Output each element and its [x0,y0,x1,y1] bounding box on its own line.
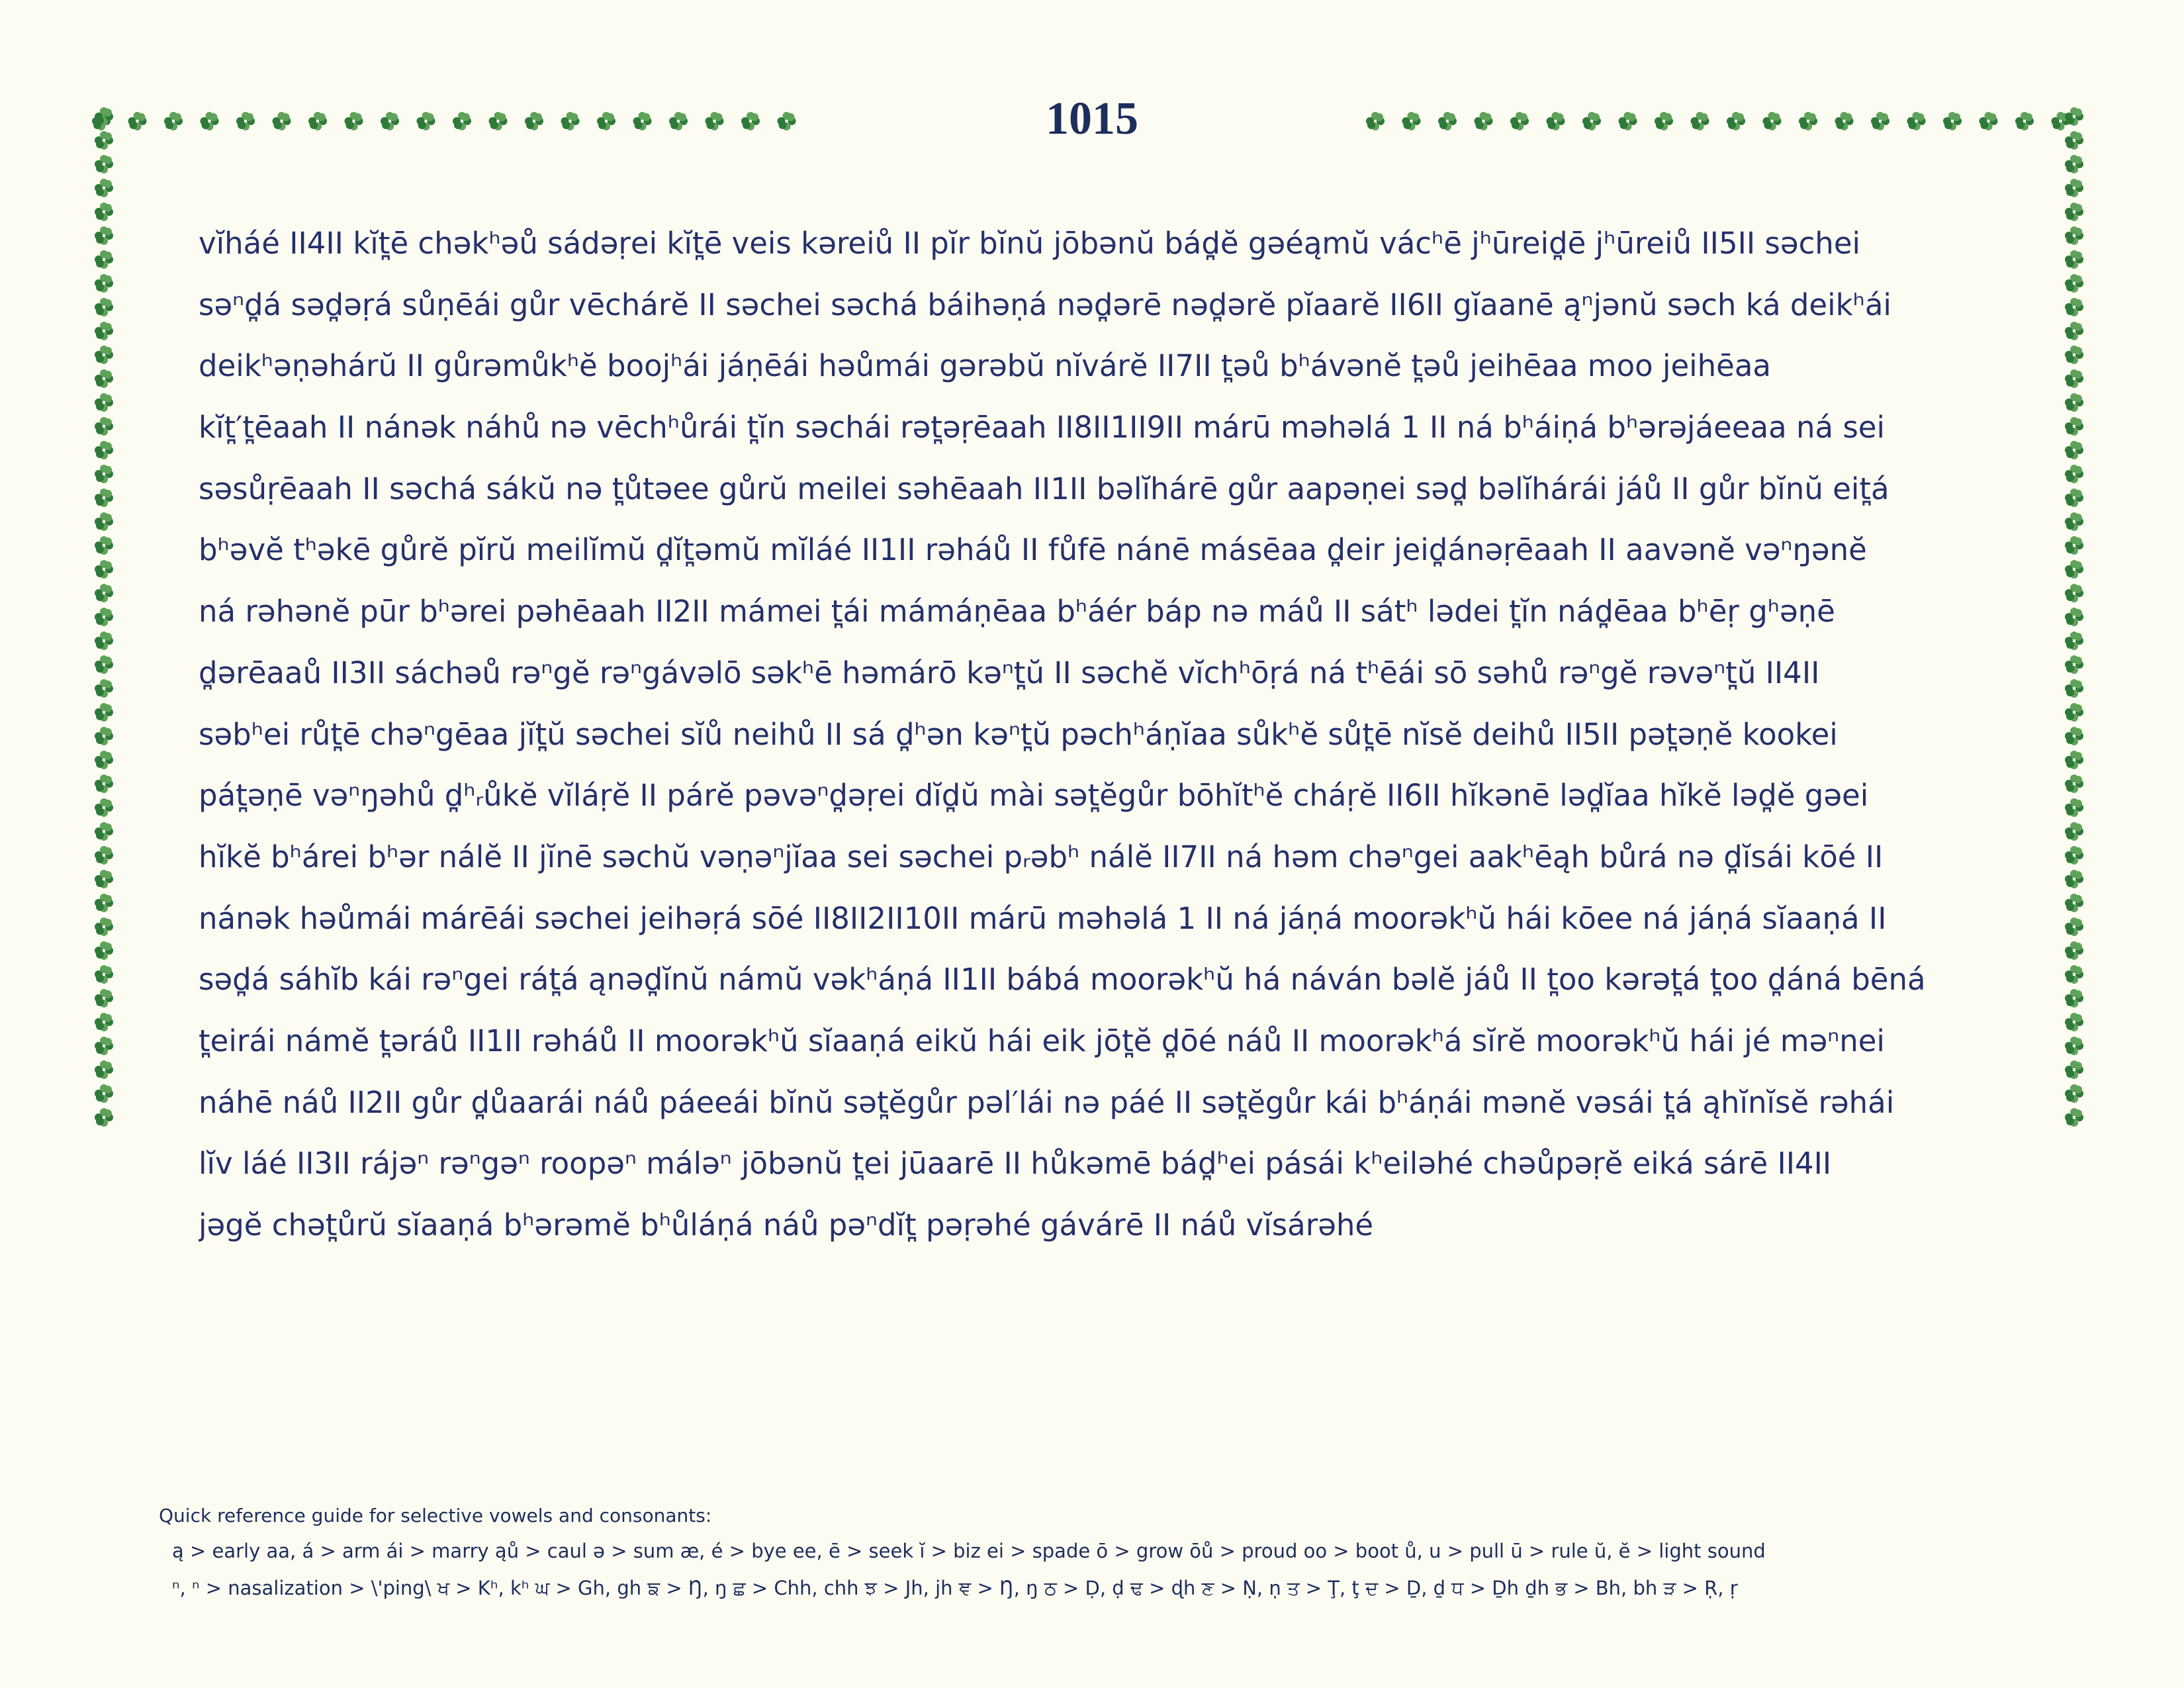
verse-line: d̪ərēaaů II3II sáchəů rəⁿgĕ rəⁿgávəlō səkʰē həmárō kəⁿt̪ŭ II səchĕ vĭchʰōṛá ná tʰēái sō səhů rəⁿgĕ rəvəⁿt̪ŭ II4II [199,655,1820,690]
reference-guide [159,1499,2078,1607]
verse-line: jəgĕ chət̪ůrŭ sĭaaṇá bʰərəmĕ bʰůláṇá náů pəⁿdĭt̪ pəṛəhé gávárē II náů vĭsárəhé [199,1207,1374,1243]
verse-line: səⁿd̪á səd̪əṛá sůṇēái gůr vēchárĕ II səchei səchá báihəṇá nəd̪ərē nəd̪ərĕ pĭaarĕ II6II gĭaanē ąⁿjənŭ səch ká deikʰái [199,287,1891,322]
verse-line: hĭkĕ bʰárei bʰər nálĕ II jĭnē səchŭ vəṇəⁿjĭaa sei səchei pᵣəbʰ nálĕ II7II ná həm chəⁿgei aakʰēąh bůrá nə d̪ĭsái kōé II [199,839,1884,874]
verse-line: səd̪á sáhĭb kái rəⁿgei rát̪á ąnəd̪ĭnŭ námŭ vəkʰáṇá II1II bábá moorəkʰŭ há náván bəlĕ jáů II t̪oo kərət̪á t̪oo d̪áná bēná [199,962,1926,998]
verse-line: səbʰei růt̪ē chəⁿgēaa jĭt̪ŭ səchei sĭů neihů II sá d̪ʰən kəⁿt̪ŭ pəchʰáṇĭaa sůkʰĕ sůt̪ē nĭsĕ deihů II5II pət̪əṇĕ kookei [199,716,1838,752]
guide-consonants: ⁿ, ⁿ > nasalization > \'ping\ ਖ > Kʰ, kʰ ਘ > Gh, gh ਙ > Ŋ, ŋ ਛ > Chh, chh ਝ > Jh, jh ਞ > Ŋ, ŋ ਠ > Ḍ, ḍ ਢ > ɖh ਣ > Ṇ, ṇ ਤ > Ţ, ţ ਦ > Ḏ, ḏ ਧ > Ḏh ḏh ਭ > Bh, bh ੜ > Ṛ, ṛ [172,1577,1738,1599]
verse-line: kĭt̪′t̪ēaah II nánək náhů nə vēchʰůrái t̪ĭn səchái rət̪əṛēaah II8II1II9II márū məhəlá 1 II ná bʰáiṇá bʰərəjáeeaa ná sei [199,410,1885,445]
guide-vowels: ą > early aa, á > arm ái > marry ąů > caul ə > sum æ, é > bye ee, ē > seek ĭ > biz ei > spade ō > grow ōů > proud oo > boot ů, u > pull ū > rule ŭ, ĕ > light sound [172,1540,1766,1562]
verse-line: náhē náů II2II gůr d̪ůaarái náů páeeái bĭnŭ sət̪ĕgůr pəl′lái nə páé II sət̪ĕgůr kái bʰáṇái mənĕ vəsái t̪á ąhĭnĭsĕ rəhái [199,1084,1895,1120]
floral-border-top-left [89,105,814,138]
verse-line: səsůṛēaah II səchá sákŭ nə t̪ůtəee gůrŭ meilei səhēaah II1II bəlĭhárē gůr aapəṇei səd̪ bəlĭhárái jáů II gůr bĭnŭ eit̪á [199,471,1889,506]
verse-line: deikʰəṇəhárŭ II gůrəmůkʰĕ boojʰái jáṇēái həůmái gərəbŭ nĭvárĕ II7II t̪əů bʰávənĕ t̪əů jeihēaa moo jeihēaa [199,348,1771,384]
verse-line: t̪eirái námĕ t̪əráů II1II rəháů II moorəkʰŭ sĭaaṇá eikŭ hái eik jōt̪ĕ d̪ōé náů II moorəkʰá sĭrĕ moorəkʰŭ hái jé məⁿnei [199,1023,1885,1058]
guide-title: Quick reference guide for selective vowels and consonants: [159,1505,712,1526]
verse-line: vĭháé II4II kĭt̪ē chəkʰəů sádəṛei kĭt̪ē veis kəreiů II pĭr bĭnŭ jōbənŭ bád̪ĕ gəéąmŭ vácʰē jʰūreid̪ē jʰūreiů II5II səchei [199,226,1861,261]
verse-line: ná rəhənĕ pūr bʰərei pəhēaah II2II mámei t̪ái mámáṇēaa bʰáér báp nə máů II sátʰ lədei t̪ĭn nád̪ēaa bʰēṛ gʰəṇē [199,594,1835,630]
verse-line: bʰəvĕ tʰəkē gůrĕ pĭrŭ meilĭmŭ d̪ĭt̪əmŭ mĭláé II1II rəháů II fůfē nánē másēaa d̪eir jeid̪ánəṛēaah II aavənĕ vəⁿŋənĕ [199,532,1867,568]
verse-line: lĭv láé II3II rájəⁿ rəⁿgəⁿ roopəⁿ máləⁿ jōbənŭ t̪ei jūaarē II hůkəmē bád̪ʰei pásái kʰeiləhé chəůpəṛĕ eiká sárē II4II [199,1146,1832,1182]
floral-border-left [89,105,119,1131]
verse-line: pát̪əṇē vəⁿŋəhů d̪ʰᵣůkĕ vĭláṛĕ II párĕ pəvəⁿd̪əṛei dĭd̪ŭ mài sət̪ĕgůr bōhĭtʰĕ cháṛĕ II6II hĭkənē ləd̪ĭaa hĭkĕ ləd̪ĕ gəei [199,778,1869,814]
floral-border-right [2060,105,2089,1131]
page-number: 1015 [1046,93,1138,144]
verse-text [199,213,1999,1256]
verse-line: nánək həůmái márēái səchei jeihəṛá sōé II8II2II10II márū məhəlá 1 II ná jáṇá moorəkʰŭ hái kōee ná jáṇá sĭaaṇá II [199,900,1887,936]
floral-border-top-right [1363,105,2091,138]
